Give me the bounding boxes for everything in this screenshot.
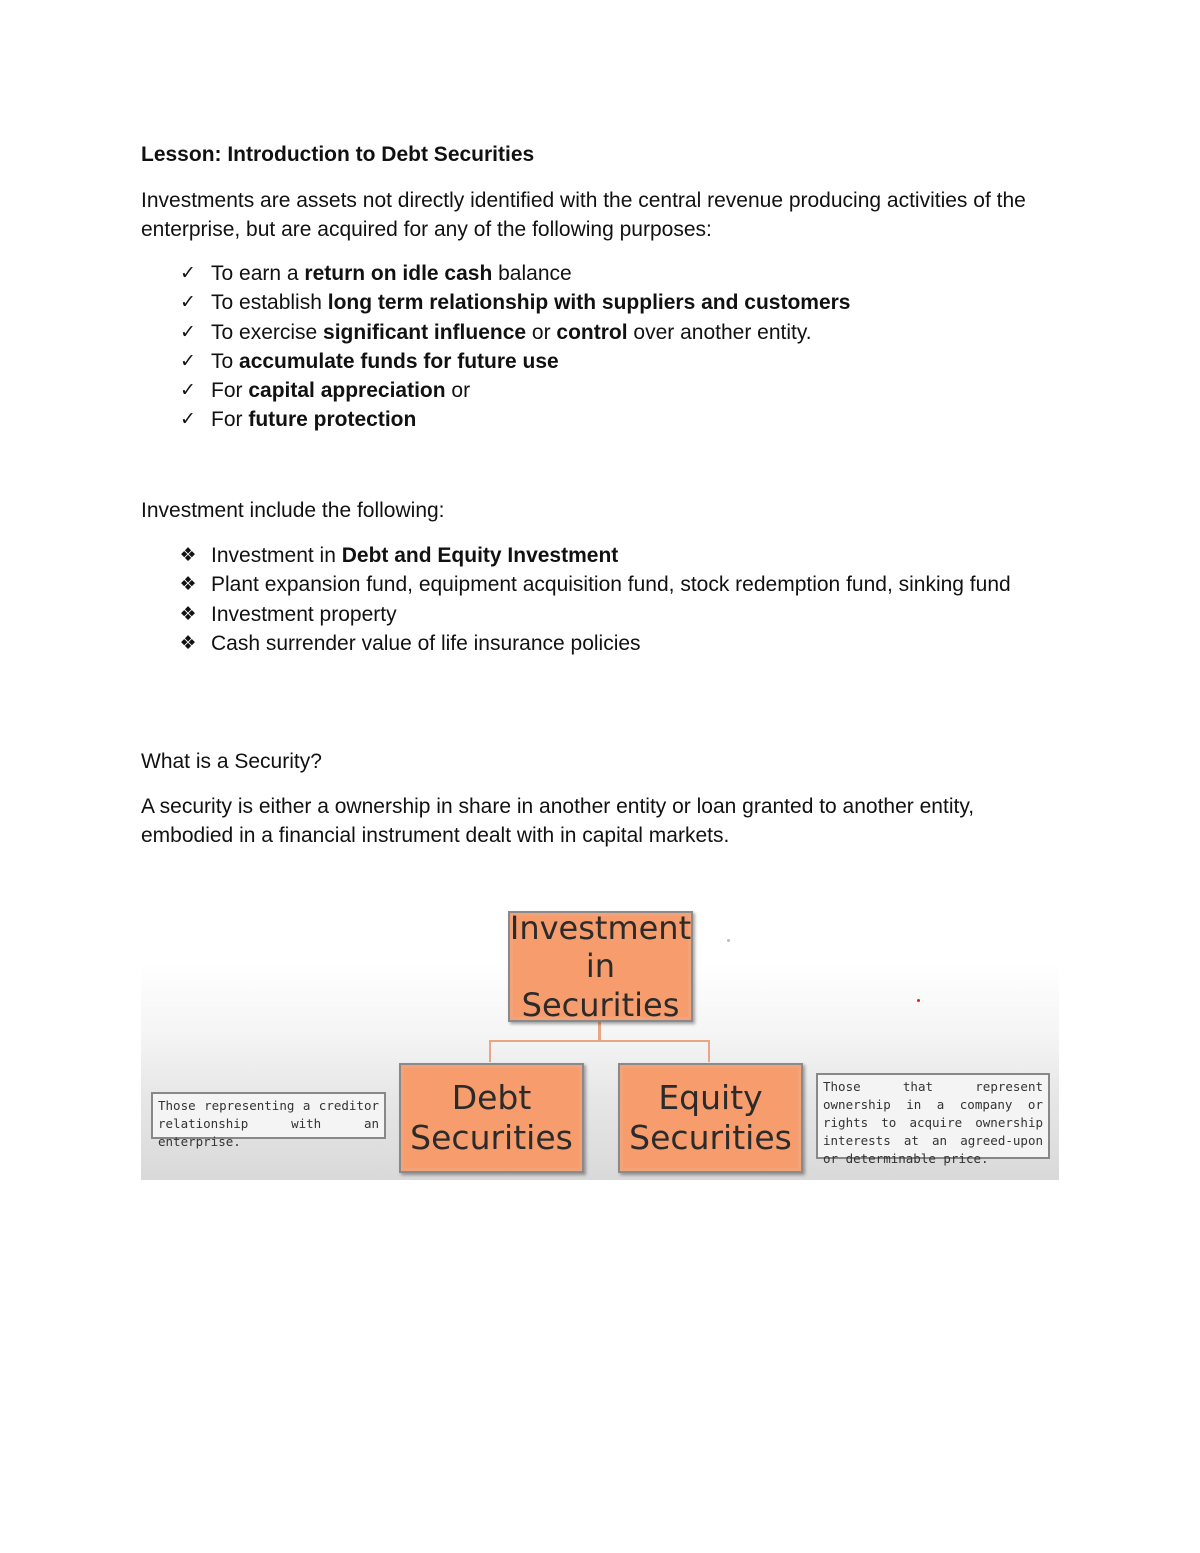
- checkmark-icon: ✓: [180, 380, 196, 402]
- security-question: What is a Security?: [141, 750, 322, 773]
- security-definition: A security is either a ownership in share in another entity or loan granted to another entity, embodied in a financial instrument dealt with in capital markets.: [141, 795, 975, 847]
- connector-equity: [708, 1040, 710, 1062]
- purpose-item: ✓ To accumulate funds for future use: [141, 347, 1059, 376]
- debt-securities-note: Those representing a creditor relationship with an enterprise.: [151, 1092, 386, 1139]
- intro-paragraph: Investments are assets not directly identified with the central revenue producing activities of the enterprise, but are acquired for any of the following purposes:: [141, 189, 1026, 241]
- investment-item: ❖ Investment in Debt and Equity Investment: [141, 541, 1059, 570]
- checkmark-icon: ✓: [180, 409, 196, 431]
- stray-mark: [727, 939, 730, 942]
- investment-items-list: [141, 541, 1059, 658]
- connector-bar: [489, 1040, 710, 1042]
- diamond-bullet-icon: ❖: [179, 603, 197, 625]
- purposes-checklist: [141, 259, 1059, 435]
- diamond-bullet-icon: ❖: [179, 574, 197, 596]
- investment-in-securities-box: Investment in Securities: [509, 908, 692, 1024]
- investment-item: ❖ Plant expansion fund, equipment acquisition fund, stock redemption fund, sinking fund: [141, 570, 1059, 599]
- investment-item: ❖ Cash surrender value of life insurance policies: [141, 629, 1059, 658]
- investment-include-heading: Investment include the following:: [141, 499, 445, 522]
- purpose-item: ✓ To earn a return on idle cash balance: [141, 259, 1059, 288]
- purpose-item: ✓ To exercise significant influence or control over another entity.: [141, 318, 1059, 347]
- checkmark-icon: ✓: [180, 350, 196, 372]
- diamond-bullet-icon: ❖: [179, 545, 197, 566]
- checkmark-icon: ✓: [180, 321, 196, 343]
- connector-debt: [489, 1040, 491, 1062]
- investment-item: ❖ Investment property: [141, 600, 1059, 629]
- purpose-item: ✓ To establish long term relationship with suppliers and customers: [141, 288, 1059, 317]
- securities-diagram: [141, 895, 1059, 1180]
- stray-red-mark: [917, 999, 920, 1002]
- debt-securities-box: Debt Securities: [399, 1063, 584, 1173]
- lesson-title: Lesson: Introduction to Debt Securities: [141, 143, 535, 166]
- purpose-item: ✓ For future protection: [141, 405, 1059, 434]
- diamond-bullet-icon: ❖: [179, 632, 197, 654]
- equity-securities-note: Those that represent ownership in a company or rights to acquire ownership interests at an agreed-upon or determinable price.: [816, 1073, 1050, 1159]
- equity-securities-box: Equity Securities: [618, 1063, 803, 1173]
- checkmark-icon: ✓: [180, 263, 196, 284]
- checkmark-icon: ✓: [180, 292, 196, 314]
- purpose-item: ✓ For capital appreciation or: [141, 376, 1059, 405]
